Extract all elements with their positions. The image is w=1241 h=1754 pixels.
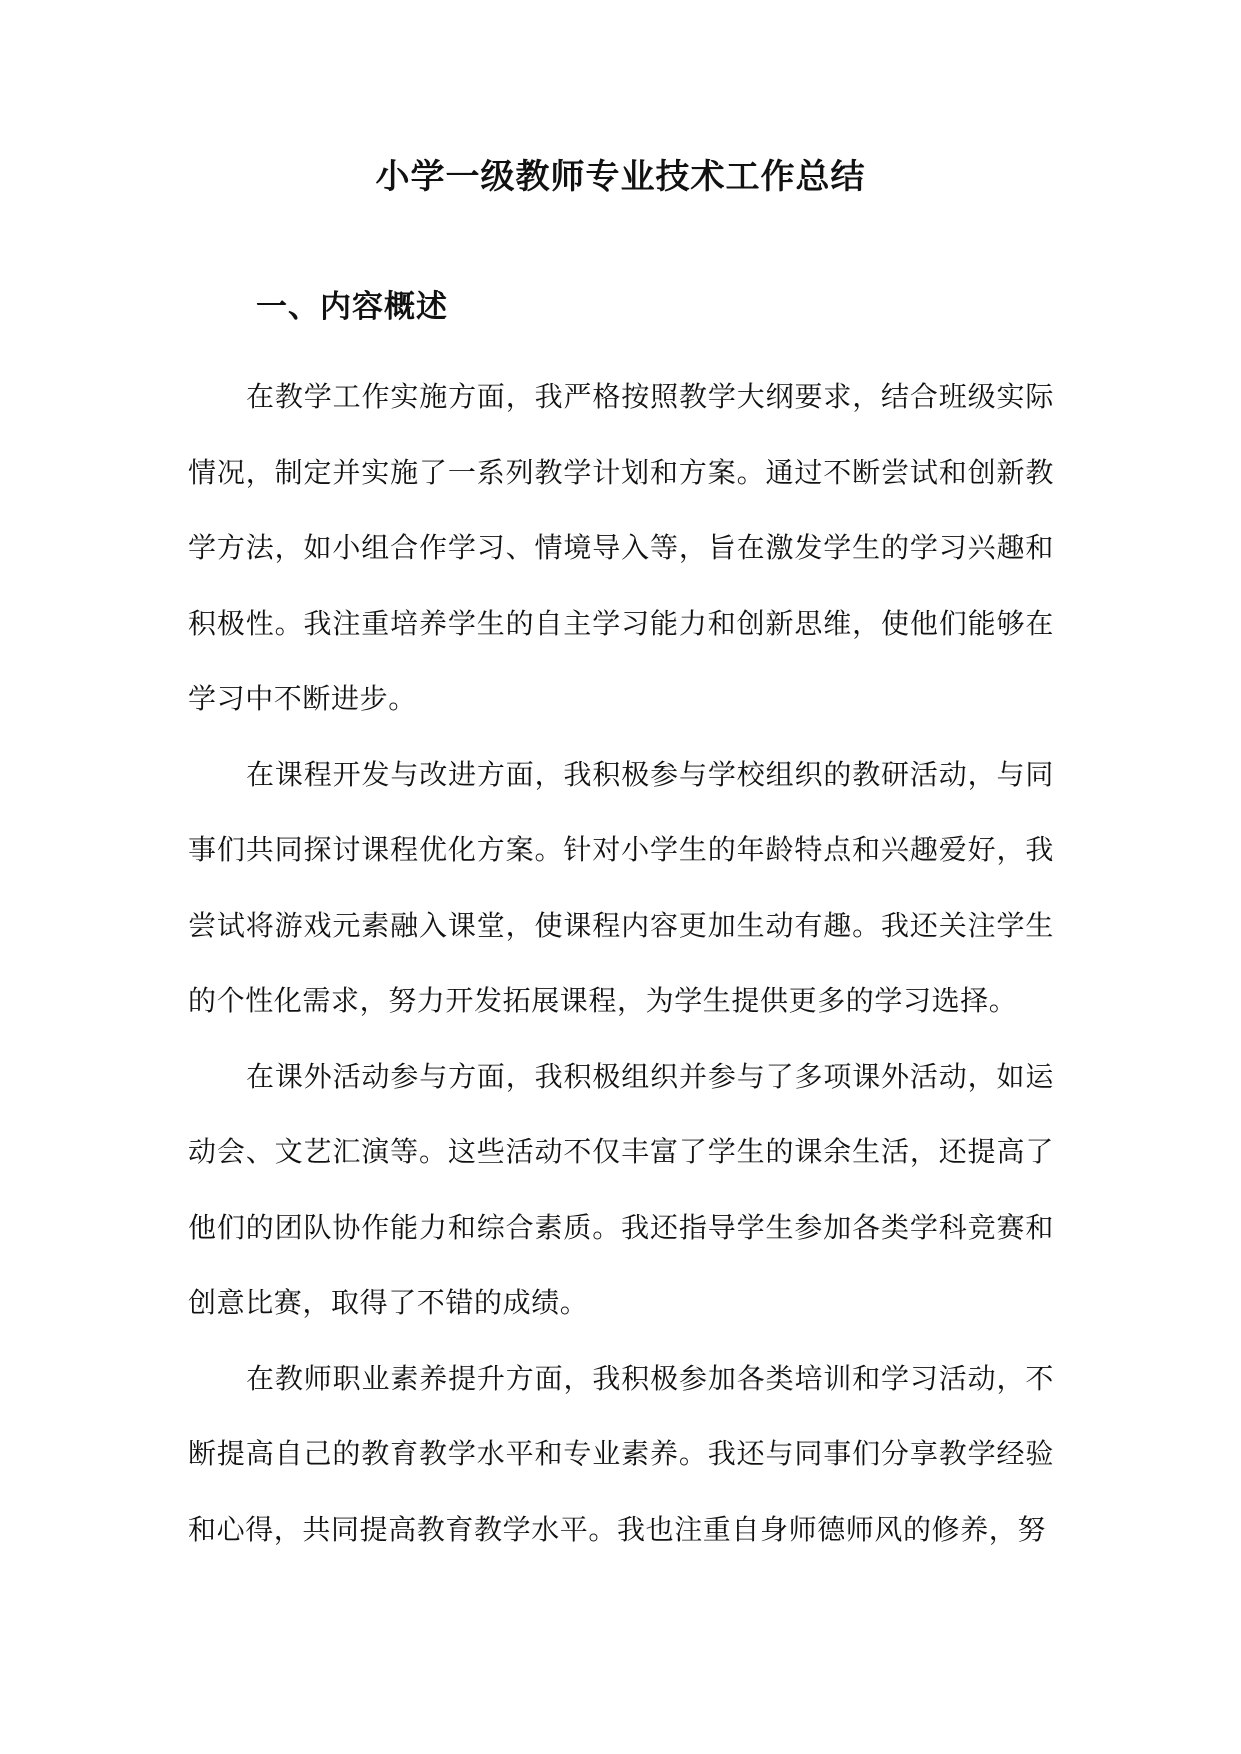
paragraph-extracurricular-activities: 在课外活动参与方面，我积极组织并参与了多项课外活动，如运动会、文艺汇演等。这些活动不仅丰富了学生的课余生活，还提高了他们的团队协作能力和综合素质。我还指导学生参加各类学科竞赛和创意比赛，取得了不错的成绩。 [188, 1059, 1054, 1319]
page-title: 小学一级教师专业技术工作总结 [375, 157, 866, 197]
paragraph-professional-development: 在教师职业素养提升方面，我积极参加各类培训和学习活动，不断提高自己的教育教学水平和专业素养。我还与同事们分享教学经验和心得，共同提高教育教学水平。我也注重自身师德师风的修养，努 [188, 1361, 1054, 1546]
paragraph-teaching-implementation: 在教学工作实施方面，我严格按照教学大纲要求，结合班级实际情况，制定并实施了一系列教学计划和方案。通过不断尝试和创新教学方法，如小组合作学习、情境导入等，旨在激发学生的学习兴趣和积极性。我注重培养学生的自主学习能力和创新思维，使他们能够在学习中不断进步。 [188, 380, 1054, 715]
document-body [188, 359, 1054, 1567]
paragraph-curriculum-development: 在课程开发与改进方面，我积极参与学校组织的教研活动，与同事们共同探讨课程优化方案。针对小学生的年龄特点和兴趣爱好，我尝试将游戏元素融入课堂，使课程内容更加生动有趣。我还关注学生的个性化需求，努力开发拓展课程，为学生提供更多的学习选择。 [188, 757, 1054, 1017]
section-heading: 一、内容概述 [256, 289, 448, 325]
